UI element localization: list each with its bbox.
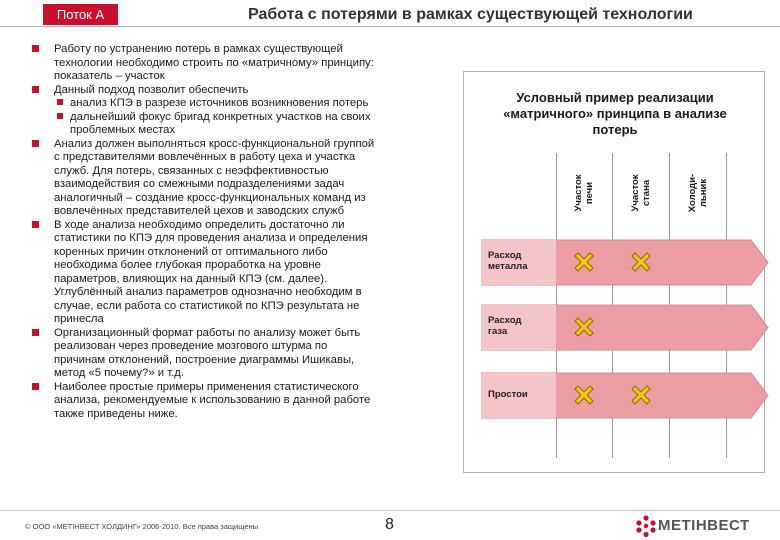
matrix-column-header — [556, 153, 612, 233]
bullet-line: причинам отклонений, построение диаграммы Ишикавы, — [54, 353, 355, 366]
bullet-line: принесла — [54, 313, 104, 325]
sub-bullet-item — [18, 97, 438, 111]
matrix-title-line: потерь — [592, 122, 638, 137]
bullet-line: статистики по КПЭ для проведения анализа и определения — [54, 232, 368, 244]
bullet-line: коренных причин отклонений от оптимального либо — [54, 245, 328, 258]
bullet-line: Данный подход позволит обеспечить — [54, 83, 249, 96]
bullet-line: технологии необходимо строить по «матричному» принципу: — [54, 56, 374, 69]
column-label-line: Холоди- — [687, 173, 698, 213]
bullet-line: с представителями вовлечённых в работу цеха и участка — [54, 151, 356, 163]
bullet-line: В ходе анализа необходимо определить достаточно ли — [54, 218, 345, 231]
matrix-column-header — [670, 153, 726, 233]
column-label-line: льник — [698, 178, 709, 208]
bullet-line: вовлечённых представителей цехов и заводских служб — [54, 205, 345, 217]
bullet-item — [18, 138, 438, 219]
cross-mark-icon — [573, 251, 595, 273]
bullet-line: Организационный формат работы по анализу может быть — [54, 326, 361, 339]
logo-wordmark: МЕТІНВЕСТ — [658, 517, 750, 534]
row-arrow-shape — [481, 301, 769, 354]
row-label-line: газа — [488, 326, 508, 337]
bullet-item — [18, 219, 438, 327]
matrix-row-arrow — [481, 236, 769, 289]
bullet-line: Работу по устранению потерь в рамках существующей — [54, 43, 343, 55]
bullet-line: дальнейший фокус бригад конкретных участков на своих — [70, 110, 371, 123]
row-label-line: Расход — [488, 315, 522, 326]
bullet-line: необходима более глубокая проработка на уровне — [54, 259, 321, 271]
matrix-title-line: Условный пример реализации — [516, 90, 714, 105]
bullet-line: показатель – участок — [54, 70, 165, 82]
column-label — [687, 174, 709, 212]
footer-divider — [0, 510, 780, 511]
bullet-line: случае, если работа со статистикой по КПЭ результата не — [54, 299, 360, 312]
matrix-row-arrow — [481, 301, 769, 354]
bullet-line: аналогичный – создание кросс-функциональных команд из — [54, 191, 366, 204]
bullet-line: служб. Для потерь, связанных с неэффективностью — [54, 164, 329, 177]
bullet-item — [18, 43, 438, 84]
matrix-title-line: «матричного» принципа в анализе — [503, 106, 727, 121]
bullet-line: также приведены ниже. — [54, 407, 178, 420]
row-label — [488, 315, 521, 337]
bullet-line: метод «5 почему?» и т.д. — [54, 367, 184, 379]
bullet-list — [18, 43, 438, 421]
column-label — [630, 174, 652, 211]
matrix-row-arrow — [481, 369, 769, 422]
bullet-line: проблемных местах — [70, 124, 176, 136]
column-label-line: Участок — [630, 174, 641, 212]
cross-mark-icon — [573, 384, 595, 406]
sub-bullet-item — [18, 111, 438, 138]
column-label — [573, 174, 595, 211]
matrix-column-header — [613, 153, 669, 233]
bullet-line: параметров, влияющих на данный КПЭ (см. далее). — [54, 272, 328, 285]
bullet-item — [18, 84, 438, 98]
cross-mark-icon — [630, 251, 652, 273]
row-label-line: металла — [488, 261, 528, 272]
column-label-line: стана — [641, 179, 652, 207]
bullet-line: Анализ должен выполняться кросс-функциональной группой — [54, 137, 375, 150]
column-label-line: Участок — [573, 174, 584, 212]
row-label-line: Простои — [488, 389, 528, 400]
bullet-line: анализа, рекомендуемые к использованию в данной работе — [54, 394, 371, 406]
page-number: 8 — [385, 516, 394, 533]
bullet-item — [18, 327, 438, 381]
cross-mark-icon — [573, 316, 595, 338]
column-label-line: печи — [584, 181, 595, 205]
bullet-item — [18, 381, 438, 422]
row-label — [488, 250, 527, 272]
copyright-text: © ООО «МЕТІНВЕСТ ХОЛДИНГ» 2006-2010. Все права защищены — [25, 522, 259, 531]
title-divider — [0, 26, 780, 27]
bullet-line: взаимодействия со смежными подразделениями задач — [54, 178, 345, 190]
bullet-line: Углублённый анализ параметров однозначно необходим в — [54, 286, 362, 298]
section-tag: Поток А — [43, 4, 118, 25]
matrix-title — [480, 90, 750, 138]
bullet-line: реализован через проведение мозгового штурма по — [54, 340, 328, 352]
page-title: Работа с потерями в рамках существующей технологии — [248, 6, 693, 23]
cross-mark-icon — [630, 384, 652, 406]
row-label-line: Расход — [488, 250, 522, 261]
bullet-line: Наиболее простые примеры применения статистического — [54, 380, 359, 393]
bullet-line: анализ КПЭ в разрезе источников возникновения потерь — [70, 97, 369, 109]
row-label — [488, 389, 528, 400]
metinvest-logo-icon — [636, 515, 656, 537]
